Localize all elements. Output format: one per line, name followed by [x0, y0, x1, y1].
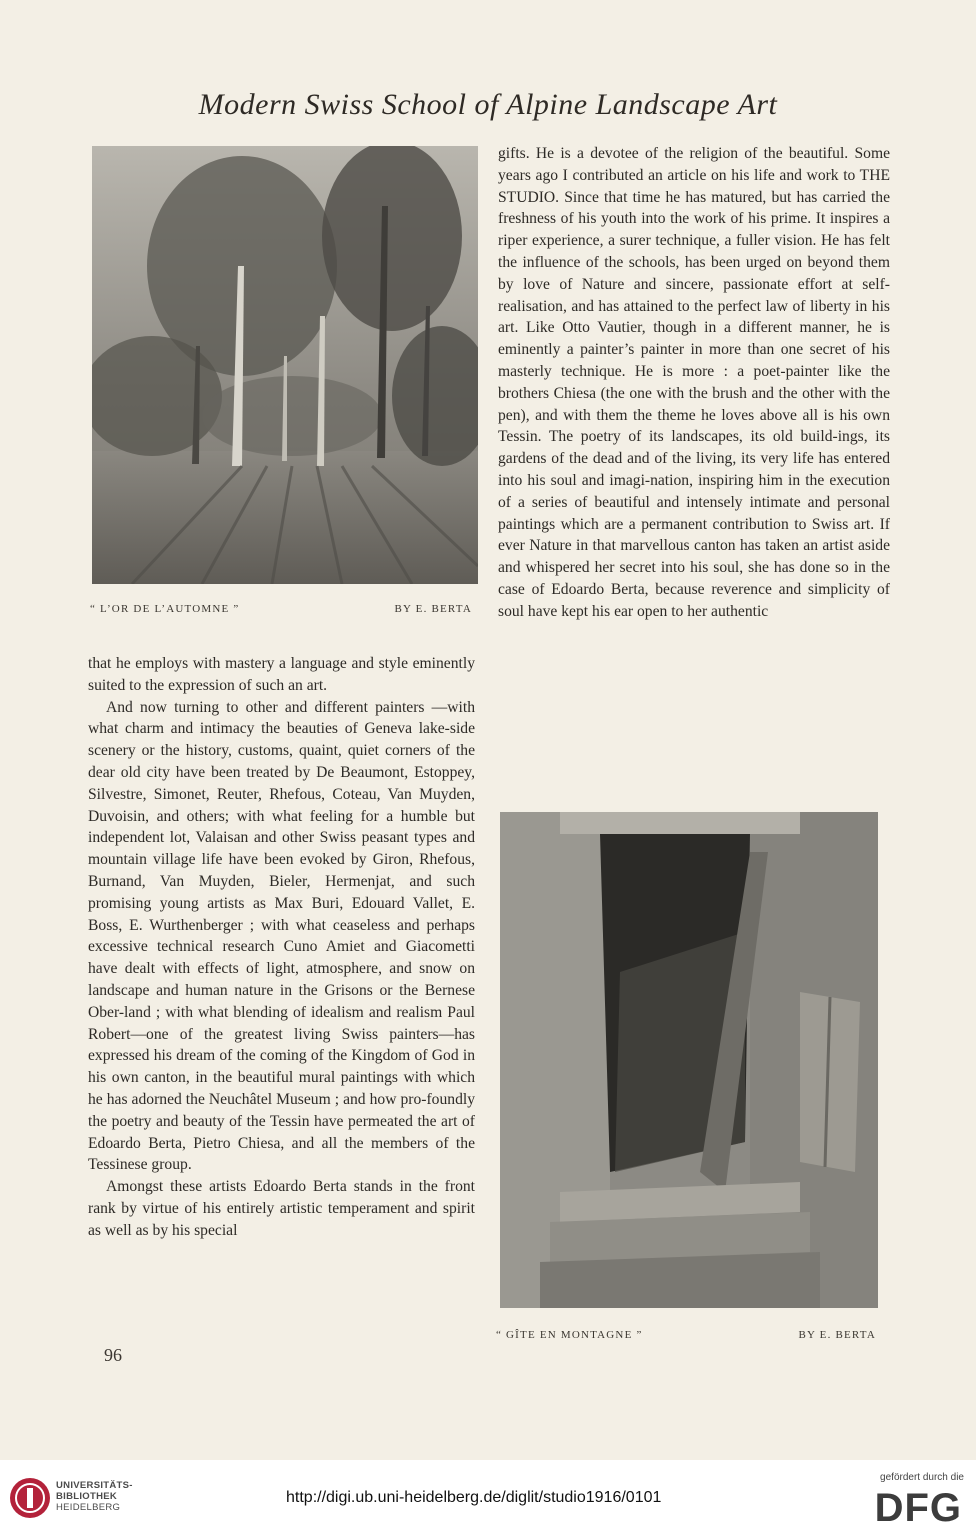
right-paragraph-1: gifts. He is a devotee of the religion of the beautiful. Some years ago I contributed an article on his life and work to THE STUDIO. Since that time he has matured, but has carried the freshness of his youth into the work of his prime. It inspires a riper experience, a surer technique, a fuller vision. He has felt the influence of the schools, has been urged on beyond them by love of Nature and sincere, passionate effort at self-realisation, and has attained to the perfect law of liberty in his art. Like Otto Vautier, though in a different manner, he is eminently a painter’s painter in more than one secret of his masterly technique. He is more : a poet-painter like the brothers Chiesa (the one with the brush and the other with the pen), and with them the theme he loves above all is his own Tessin. The poetry of its landscapes, its old build-ings, its gardens of the dead and of the living, its very life has entered into his soul and imagi-nation, inspiring him in the execution of a series of beautiful and intensely intimate and personal paintings which are a permanent contribution to Swiss art. If ever Nature in that marvellous canton has taken an artist aside and whispered her secret into his soul, she has done so in the case of Edoardo Berta, because reverence and simplicity of soul have kept his ear open to her authentic — [498, 145, 890, 620]
caption-top-credit: BY E. BERTA — [394, 603, 472, 615]
institution-line-2: BIBLIOTHEK — [56, 1491, 118, 1502]
running-head: Modern Swiss School of Alpine Landscape Art — [198, 88, 778, 121]
left-paragraph-2: And now turning to other and different painters —with what charm and intimacy the beauties of Geneva lake-side scenery or the history, customs, quaint, quiet corners of the dear old city have been treated by De Beaumont, Estoppey, Silvestre, Simonet, Reuter, Rhefous, Coteau, Van Muyden, Duvoisin, and others; with what feeling for a humble but independent lot, Valaisan and other Swiss peasant types and mountain village life have been evoked by Giron, Rhefous, Burnand, Van Muyden, Bieler, Hermenjat, and such promising young artists as Max Buri, Edouard Vallet, E. Boss, E. Wurthenberger ; with what ceaseless and perhaps excessive technical research Cuno Amiet and Giacometti have dealt with effects of light, atmosphere, and snow on landscape and human nature in the Grisons or the Bernese Ober-land ; with what blending of idealism and realism Paul Robert—one of the greatest living Swiss painters—has expressed his dream of the coming of the Kingdom of God in his own canton, in the beautiful mural paintings with which he has adorned the Neuchâtel Museum ; and how pro-foundly the poetry and beauty of the Tessin have permeated the art of Edoardo Berta, Pietro Chiesa, and all the members of the Tessinese group. — [88, 698, 475, 1174]
left-paragraph-3: Amongst these artists Edoardo Berta stands in the front rank by virtue of his entirely artistic temperament and spirit as well as by his special — [88, 1178, 475, 1239]
source-url-link[interactable]: http://digi.ub.uni-heidelberg.de/diglit/studio1916/0101 — [286, 1489, 662, 1506]
page-number: 96 — [104, 1345, 122, 1365]
caption-top — [90, 603, 472, 615]
institution-name — [56, 1480, 133, 1513]
caption-bottom-credit: BY E. BERTA — [798, 1329, 876, 1341]
painting-gite-en-montagne — [500, 812, 878, 1308]
left-column — [88, 653, 475, 1242]
caption-bottom — [496, 1329, 876, 1341]
mountain-doorway-illustration — [500, 812, 878, 1308]
institution-line-3: HEIDELBERG — [56, 1502, 121, 1513]
caption-bottom-title: “ GÎTE EN MONTAGNE ” — [496, 1329, 643, 1341]
funding-note: gefördert durch die — [880, 1472, 964, 1483]
autumn-trees-illustration — [92, 146, 478, 584]
painting-lor-de-lautomne — [92, 146, 478, 584]
digitization-footer — [0, 1460, 976, 1538]
dfg-logo: DFG — [874, 1486, 962, 1530]
university-seal-icon — [8, 1476, 52, 1520]
right-column — [498, 143, 890, 623]
caption-top-title: “ L’OR DE L’AUTOMNE ” — [90, 603, 240, 615]
institution-line-1: UNIVERSITÄTS- — [56, 1480, 133, 1491]
left-paragraph-1: that he employs with mastery a language and style eminently suited to the expression of such an art. — [88, 655, 475, 694]
